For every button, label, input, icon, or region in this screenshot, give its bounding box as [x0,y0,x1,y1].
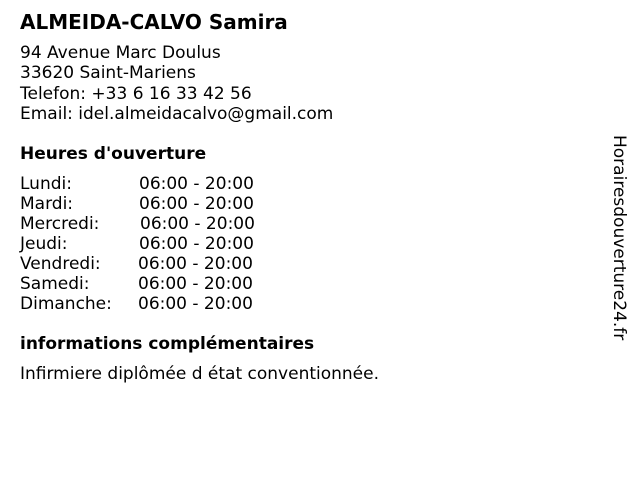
hours-row [20,174,320,194]
hours-day: Samedi: [20,274,90,294]
hours-day: Jeudi: [20,234,68,254]
hours-day: Mardi: [20,194,74,214]
watermark-text: Horairesdouverture24.fr [609,135,629,341]
hours-row [20,294,320,314]
hours-day: Vendredi: [20,254,101,274]
hours-day: Dimanche: [20,294,112,314]
business-name: ALMEIDA-CALVO Samira [20,10,288,34]
hours-time: 06:00 - 20:00 [138,274,253,294]
hours-time: 06:00 - 20:00 [139,234,254,254]
hours-row [20,214,320,234]
hours-row [20,274,320,294]
hours-row [20,234,320,254]
additional-info-text: Infirmiere diplômée d état conventionnée. [20,364,380,384]
email-address: Email: idel.almeidacalvo@gmail.com [20,103,334,124]
hours-day: Lundi: [20,174,72,194]
hours-time: 06:00 - 20:00 [140,214,255,234]
opening-hours-title: Heures d'ouverture [20,144,207,164]
hours-time: 06:00 - 20:00 [138,254,253,274]
hours-row [20,254,320,274]
opening-hours-table [20,174,320,314]
address-street: 94 Avenue Marc Doulus [20,43,221,63]
address-city: 33620 Saint-Mariens [20,63,196,84]
hours-day: Mercredi: [20,214,100,234]
hours-time: 06:00 - 20:00 [139,194,254,214]
phone-number: Telefon: +33 6 16 33 42 56 [20,83,252,104]
hours-row [20,194,320,214]
hours-time: 06:00 - 20:00 [139,174,254,194]
additional-info-title: informations complémentaires [20,334,315,354]
contact-block [20,43,333,124]
hours-time: 06:00 - 20:00 [138,294,253,314]
